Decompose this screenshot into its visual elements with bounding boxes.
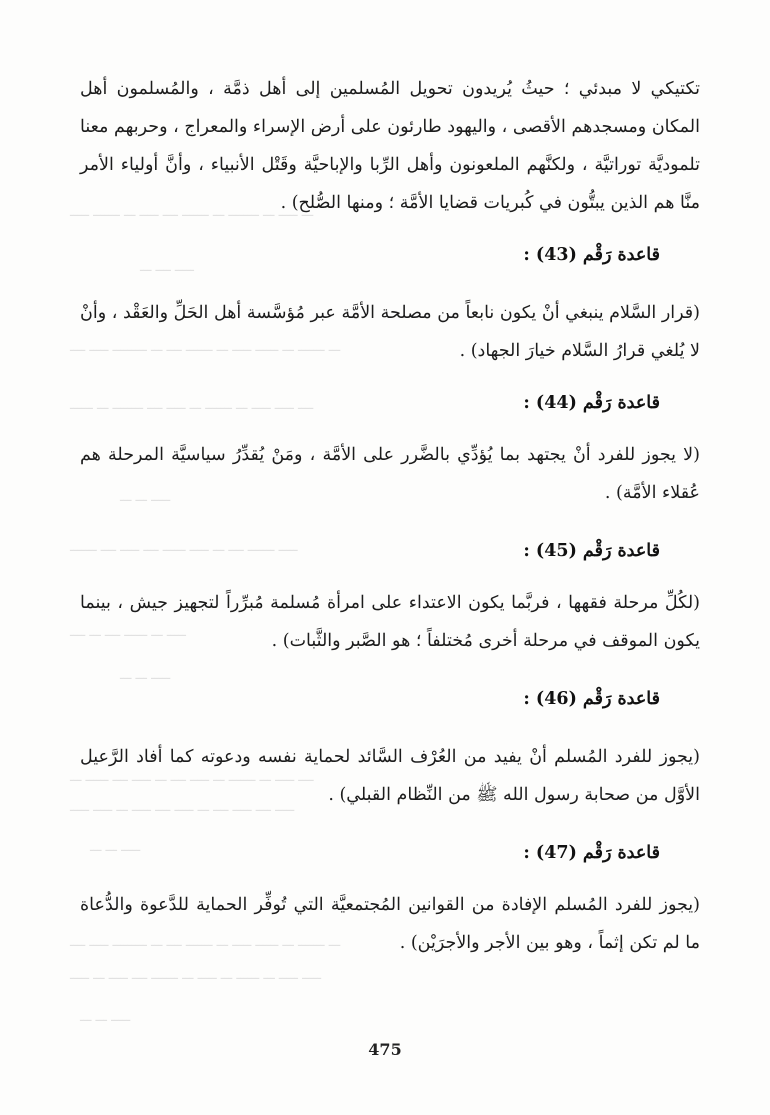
bleed-through-text: ــــ ـــــ ـــ ـــــــ ـــ ـــــ ــــ ـــ ـــــ ــــ ــــــ ـــ bbox=[70, 770, 314, 785]
bleed-through-text: ـــــ ـــــــ ــــ ـــ ـــــ ــــــ ــــ ـــــ ــــ ـــــــ bbox=[70, 540, 298, 555]
rule-text-43: (قرار السَّلام ينبغي أنْ يكون نابعاً من مصلحة الأمَّة عبر مُؤسَّسة أهل الحَلِّ والعَقْد ، وأنْ لا يُلغي قرارُ السَّلام خيارَ الجهاد) . bbox=[80, 303, 700, 361]
bleed-through-text: ـــ ـــــــ ـــ ــــــ ـــــ ـــ ـــــــ ــــ ـــ ـــــــــ ـــــ ــــ bbox=[70, 935, 341, 950]
rule-heading-44: قاعدة رَقْم (44) : bbox=[523, 393, 660, 413]
rule-heading-46: قاعدة رَقْم (46) : bbox=[523, 689, 660, 709]
bleed-through-text: ـــــ ـــ ـــ bbox=[80, 1010, 131, 1025]
rule-heading-45: قاعدة رَقْم (45) : bbox=[523, 541, 660, 561]
bleed-through-text: ــــ ـــــ ـــــ ـــ ـــــــ ـــ ـــــ ــــ ــــــــ ـــ ــــــ bbox=[70, 398, 314, 413]
bleed-through-text: ـــ ـــــــ ـــ ــــــ ـــــ ـــ ـــــــ ــــ ـــ ـــــــــ ـــــ ــــ bbox=[70, 340, 341, 355]
rule-text-44: (لا يجوز للفرد أنْ يجتهد بما يُؤدِّي بالضَّرر على الأمَّة ، ومَنْ يُقدِّرُ سياسيَّة المرحلة هم عُقلاء الأمَّة) . bbox=[80, 445, 700, 503]
rule-text-46: (يجوز للفرد المُسلم أنْ يفيد من العُرْف السَّائد لحماية نفسه ودعوته كما أفاد الرَّعيل الأوَّل من صحابة رسول الله ﷺ من النِّظام القبلي) . bbox=[80, 747, 700, 805]
paragraph-continuation: تكتيكي لا مبدئي ؛ حيثُ يُريدون تحويل المُسلمين إلى أهل ذمَّة ، والمُسلمون أهل المكان ومسجدهم الأقصى ، واليهود طارئون على أرض الإسراء والمعراج ، وحربهم معنا تلموديَّة توراتيَّة ، ولكنَّهم الملعونون وأهل الرِّبا والإباحيَّة وقَتْل الأنبياء ، وأنَّ أولياء الأمر منَّا هم الذين يبتُّون في كُبريات قضايا الأمَّة ؛ ومنها الصُّلح) . bbox=[80, 79, 700, 213]
bleed-through-text: ـــ ـــــ ـــ ــــــــ ـــ ـــــــ ــــ ـــــ ـــ ـــــــ ـــــ bbox=[70, 205, 314, 220]
rule-text-47: (يجوز للفرد المُسلم الإفادة من القوانين المُجتمعيَّة التي تُوفِّر الحماية للدَّعوة والدُّعاة ما لم تكن إثماً ، وهو بين الأجر والأجرَيْن) . bbox=[80, 895, 700, 953]
bleed-through-text: ـــــ ـــ ـــ bbox=[120, 668, 171, 683]
bleed-through-text: ـــــ ـــ ــــــ ــــ ـــ ــــ bbox=[70, 625, 186, 640]
rule-heading-47: قاعدة رَقْم (47) : bbox=[523, 843, 660, 863]
rule-text-45: (لكُلِّ مرحلة فقهها ، فربَّما يكون الاعتداء على امرأة مُسلمة مُبرِّراً لتجهيز جيش ، بينما يكون الموقف في مرحلة أخرى مُختلفاً ؛ هو الصَّبر والثَّبات) . bbox=[80, 593, 700, 651]
main-text-block bbox=[80, 70, 700, 962]
bleed-through-text: ـــــ ـــ ـــ bbox=[90, 840, 141, 855]
bleed-through-text: ـــــ ــــ ـــ bbox=[140, 260, 194, 275]
bleed-through-text: ـــــ ــــ ـــــ ــــ ـــ ـــــ ــــ ـــــ ـــ ـــــ ـــــ bbox=[70, 800, 295, 815]
bleed-through-text: ـــــ ـــــ ـــ ــــــ ـــ ـــــ ـــ ـــــــ ــــ ـــــ ـــ ـــــ bbox=[70, 968, 322, 983]
rule-heading-43: قاعدة رَقْم (43) : bbox=[523, 245, 660, 265]
page-number: 475 bbox=[368, 1040, 402, 1059]
bleed-through-text: ـــــ ـــ ـــ bbox=[120, 490, 171, 505]
